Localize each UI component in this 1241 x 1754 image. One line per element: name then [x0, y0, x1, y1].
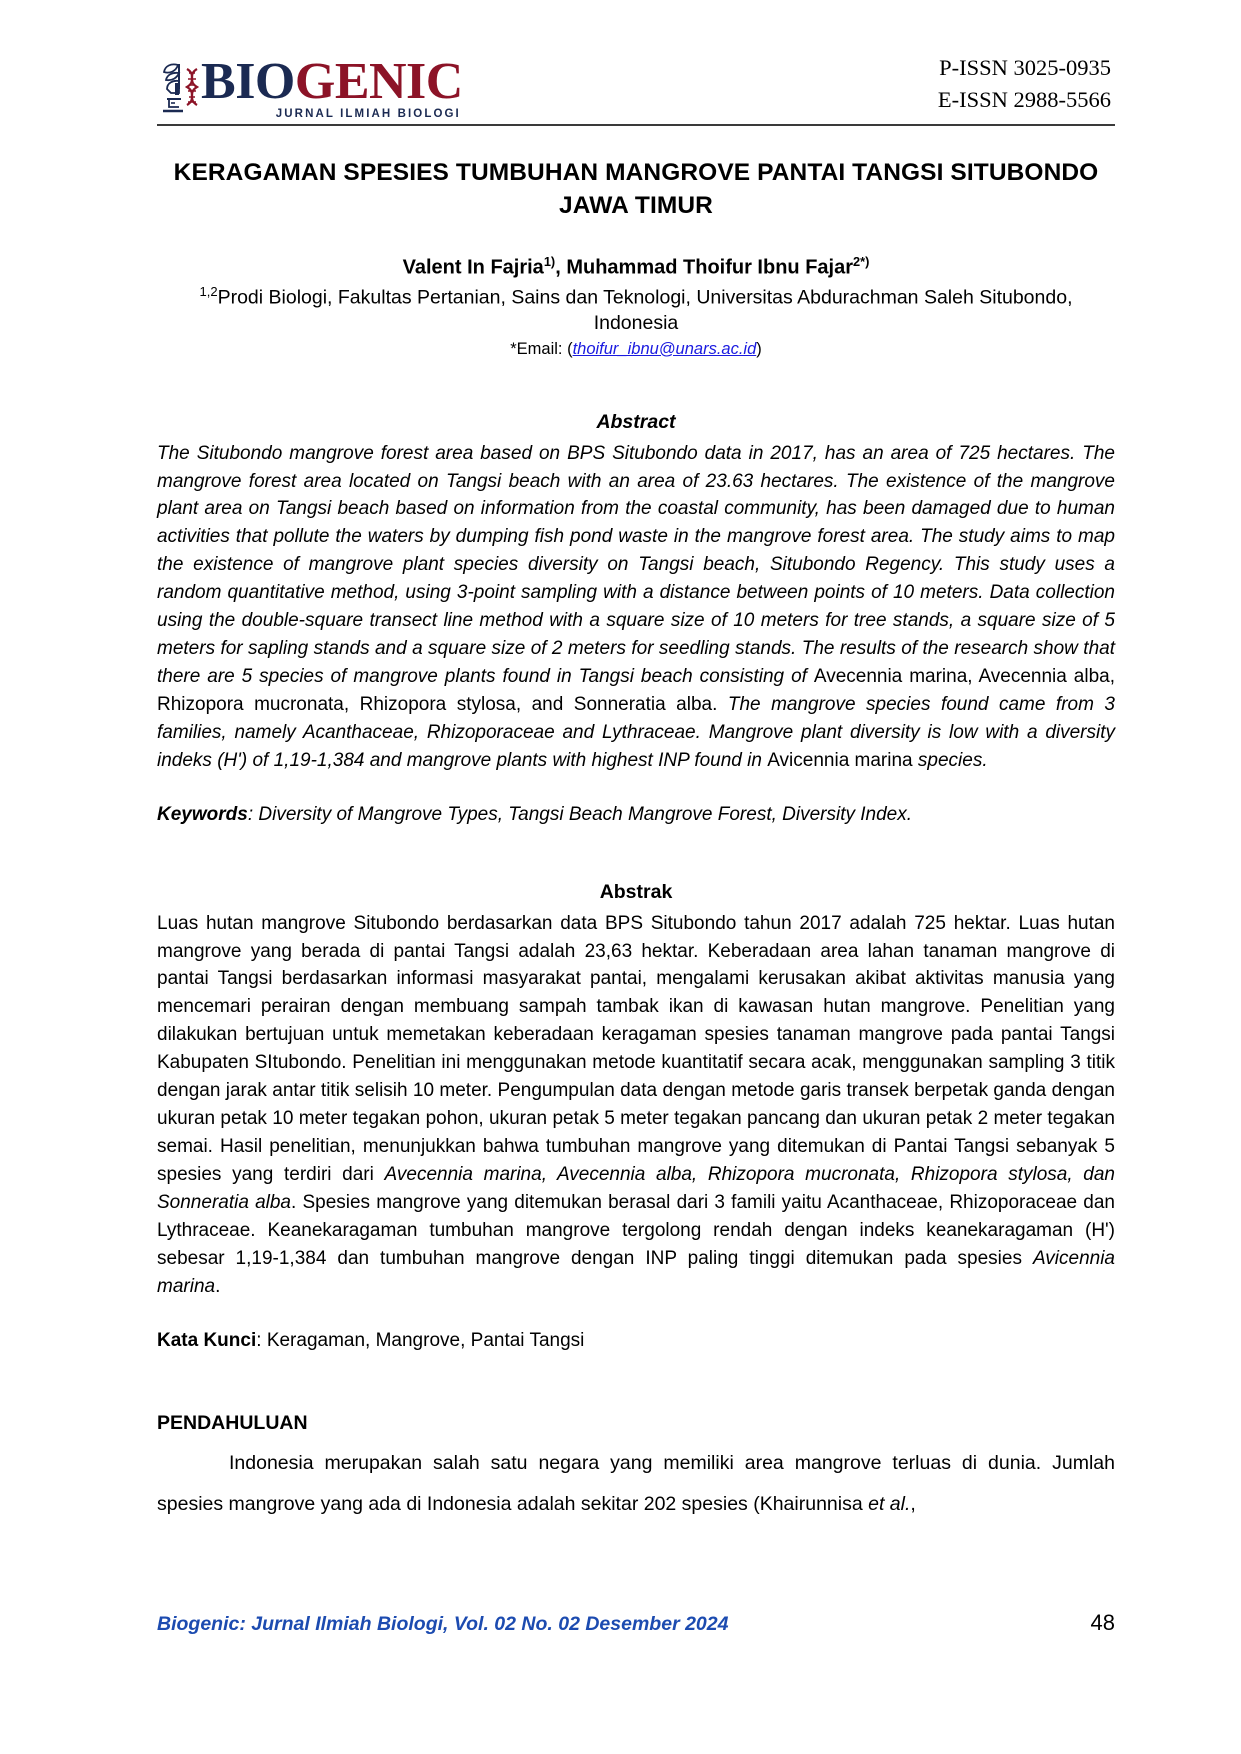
keywords-label: Keywords [157, 803, 248, 825]
affiliation [157, 283, 1115, 337]
abstrak-text-part-2: . Spesies mangrove yang ditemukan berasal dari 3 famili yaitu Acanthaceae, Rhizoporaceae dan Lythraceae. Keanekaragaman tumbuhan mangrove tergolong rendah dengan indeks keanekaragaman (H') sebesar 1,19-1,384 dan tumbuhan mangrove dengan INP paling tinggi ditemukan pada spesies [157, 1191, 1115, 1269]
affiliation-text: Prodi Biologi, Fakultas Pertanian, Sains dan Teknologi, Universitas Abdurachman Saleh Situbondo, Indonesia [217, 286, 1073, 334]
author-2-superscript: 2*) [853, 254, 870, 269]
affiliation-superscript: 1,2 [199, 283, 218, 299]
introduction-paragraph [157, 1443, 1115, 1523]
abstract-species-list: Avecennia marina, Avecennia alba, Rhizopora mucronata, Rhizopora stylosa, and Sonneratia alba. [157, 666, 1115, 715]
abstract-species-highest-inp: Avicennia marina [767, 749, 913, 771]
microscope-plant-dna-icon [157, 59, 203, 117]
kata-kunci-separator: : [256, 1329, 267, 1351]
corresponding-email-line [157, 340, 1115, 359]
keywords-separator: : [247, 803, 259, 825]
email-link[interactable]: thoifur_ibnu@unars.ac.id [572, 339, 757, 358]
introduction-text-part-1: Indonesia merupakan salah satu negara yang memiliki area mangrove terluas di dunia. Jumlah spesies mangrove yang ada di Indonesia adalah sekitar 202 spesies (Khairunnisa [157, 1452, 1115, 1515]
logo-word-genic: GENIC [294, 53, 463, 111]
author-list [157, 254, 1115, 281]
email-suffix: ) [756, 339, 762, 358]
abstract-text-part-3: species. [912, 749, 988, 771]
masthead-divider [157, 124, 1115, 126]
author-2-name: Muhammad Thoifur Ibnu Fajar [566, 256, 853, 279]
masthead [157, 0, 1115, 124]
author-1-superscript: 1) [543, 254, 556, 269]
abstrak-text-part-1: Luas hutan mangrove Situbondo berdasarkan data BPS Situbondo tahun 2017 adalah 725 hektar. Luas hutan mangrove yang berada di pantai Tangsi adalah 23,63 hektar. Keberadaan area lahan tanaman mangrove di pantai Tangsi berdasarkan informasi masyarakat pantai, mengalami kerusakan akibat aktivitas manusia yang mencemari perairan dengan membuang sampah tambak ikan di kawasan hutan mangrove. Penelitian yang dilakukan bertujuan untuk memetakan keberadaan keragaman spesies tanaman mangrove pada pantai Tangsi Kabupaten SItubondo. Penelitian ini menggunakan metode kuantitatif secara acak, menggunakan sampling 3 titik dengan jarak antar titik selisih 10 meter. Pengumpulan data dengan metode garis transek berpetak ganda dengan ukuran petak 10 meter tegakan pohon, ukuran petak 5 meter tegakan pancang dan ukuran petak 2 meter tegakan semai. Hasil penelitian, menunjukkan bahwa tumbuhan mangrove yang ditemukan di Pantai Tangsi sebanyak 5 spesies yang terdiri dari [157, 912, 1115, 1185]
abstract-text-part-2: The mangrove species found came from 3 families, namely Acanthaceae, Rhizoporaceae and Lythraceae. Mangrove plant diversity is low with a diversity indeks (H') of 1,19-1,384 and mangrove plants with highest INP found in [157, 693, 1115, 771]
abstrak-heading: Abstrak [599, 880, 673, 903]
kata-kunci-label: Kata Kunci [157, 1329, 257, 1351]
footer-journal-citation: Biogenic: Jurnal Ilmiah Biologi, Vol. 02 No. 02 Desember 2024 [157, 1613, 729, 1635]
author-separator: , [555, 256, 567, 279]
kata-kunci-value: Keragaman, Mangrove, Pantai Tangsi [266, 1329, 585, 1351]
logo-subtitle: JURNAL ILMIAH BIOLOGI [275, 107, 461, 120]
p-issn: P-ISSN 3025-0935 [939, 55, 1111, 80]
paper-title: KERAGAMAN SPESIES TUMBUHAN MANGROVE PANTAI TANGSI SITUBONDO JAWA TIMUR [173, 158, 1099, 219]
abstrak-text-part-3: . [215, 1275, 221, 1297]
abstrak-section [157, 881, 1115, 1355]
section-heading-pendahuluan: PENDAHULUAN [157, 1412, 308, 1435]
e-issn: E-ISSN 2988-5566 [937, 86, 1111, 112]
journal-logo-text [201, 53, 463, 120]
abstrak-species-list: Avecennia marina, Avecennia alba, Rhizopora mucronata, Rhizopora stylosa, dan Sonneratia alba [157, 1163, 1115, 1213]
abstract-heading: Abstract [596, 410, 676, 433]
keywords-value: Diversity of Mangrove Types, Tangsi Beach Mangrove Forest, Diversity Index. [258, 803, 913, 825]
email-prefix: *Email: ( [510, 339, 573, 358]
journal-logo [157, 53, 463, 120]
footer-page-number: 48 [1090, 1610, 1115, 1635]
introduction-et-al: et al. [868, 1492, 911, 1515]
keywords-line [157, 801, 1115, 829]
kata-kunci-line [157, 1327, 1115, 1355]
abstrak-body [157, 910, 1115, 1301]
logo-word-bio: B [201, 53, 236, 111]
abstrak-species-highest-inp: Avicennia marina [157, 1247, 1115, 1297]
page-footer [157, 1610, 1115, 1636]
page-content [157, 0, 1115, 1524]
introduction-text-part-2: , [910, 1492, 916, 1515]
author-1-name: Valent In Fajria [402, 256, 544, 279]
issn-block [938, 52, 1115, 120]
abstract-text-part-1: The Situbondo mangrove forest area based on BPS Situbondo data in 2017, has an area of 725 hectares. The mangrove forest area located on Tangsi beach with an area of 23.63 hectares. The existence of the mangrove plant area on Tangsi beach based on information from the coastal community, has been damaged due to human activities that pollute the waters by dumping fish pond waste in the mangrove forest area. The study aims to map the existence of mangrove plant species diversity on Tangsi beach, Situbondo Regency. This study uses a random quantitative method, using 3-point sampling with a distance between points of 10 meters. Data collection using the double-square transect line method with a square size of 10 meters for tree stands, a square size of 5 meters for sapling stands and a square size of 2 meters for seedling stands. The results of the research show that there are 5 species of mangrove plants found in Tangsi beach consisting of [157, 442, 1115, 687]
abstract-body [157, 440, 1115, 775]
logo-word-io: IO [235, 53, 295, 111]
